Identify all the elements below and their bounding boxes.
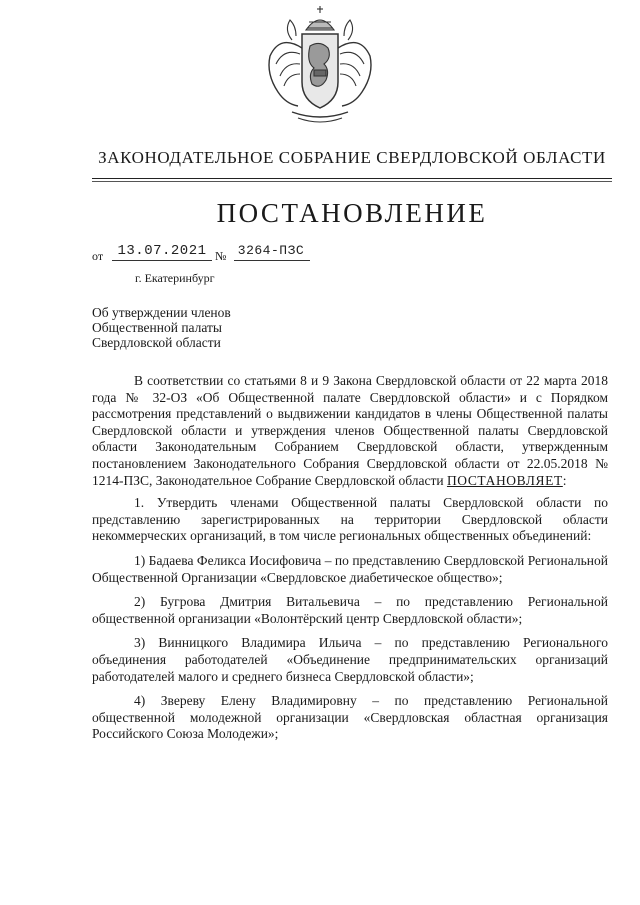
- decree-colon: :: [562, 472, 567, 488]
- subject-line: Общественной палаты: [92, 320, 223, 335]
- header-divider-thin: [92, 181, 612, 182]
- member-item: 1) Бадаева Феликса Иосифовича – по представлению Свердловской Региональной Общественной Организации «Свердловское диабетическое общество»;: [92, 552, 608, 585]
- item-1-paragraph: 1. Утвердить членами Общественной палаты Свердловской области по представлению зарегистрированных на территории Свердловской области некоммерческих организаций, в том числе региональных общественных объединений:: [92, 495, 608, 544]
- document-subject: [92, 305, 392, 350]
- document-body: [92, 373, 608, 751]
- number-label: №: [215, 249, 227, 263]
- subject-line: Об утверждении членов: [92, 305, 231, 320]
- coat-of-arms-emblem: [262, 4, 378, 128]
- organization-name: ЗАКОНОДАТЕЛЬНОЕ СОБРАНИЕ СВЕРДЛОВСКОЙ ОБЛАСТИ: [98, 148, 606, 167]
- member-item: 2) Бугрова Дмитрия Витальевича – по представлению Региональной общественной организации «Волонтёрский центр Свердловской области»;: [92, 594, 608, 626]
- number-underline: [234, 260, 310, 261]
- date-value: 13.07.2021: [117, 243, 207, 259]
- member-item: 4) Звереву Елену Владимировну – по представлению Региональной общественной молодежной организации «Свердловская областная организация Российского Союза Молодежи»;: [92, 693, 608, 742]
- date-label: от: [92, 249, 104, 263]
- document-type-title: ПОСТАНОВЛЕНИЕ: [216, 198, 488, 228]
- decree-keyword: ПОСТАНОВЛЯЕТ: [446, 472, 563, 488]
- preamble-text: В соответствии со статьями 8 и 9 Закона Свердловской области от 22 марта 2018 года № 32-ОЗ «Об Общественной палате Свердловской области» и с Порядком рассмотрения представлений о выдвижении кандидатов в члены Общественной палаты Свердловской области и утверждения членов Общественной палаты Свердловской области Законодательным Собранием Свердловской области, утвержденным постановлением Законодательного Собрания Свердловской области от 22.05.2018 № 1214-ПЗС, Законодательное Собрание Свердловской области: [92, 373, 608, 488]
- header-divider: [92, 178, 612, 179]
- preamble-paragraph: [92, 373, 608, 489]
- member-item: 3) Винницкого Владимира Ильича – по представлению Регионального объединения работодателей «Объединение предпринимательских организаций работодателей малого и среднего бизнеса Свердловской области»;: [92, 635, 608, 684]
- city-label: г. Екатеринбург: [135, 271, 215, 285]
- subject-line: Свердловской области: [92, 335, 221, 350]
- number-value: 3264-ПЗС: [237, 243, 305, 258]
- registration-line: [92, 243, 352, 263]
- date-underline: [112, 260, 212, 261]
